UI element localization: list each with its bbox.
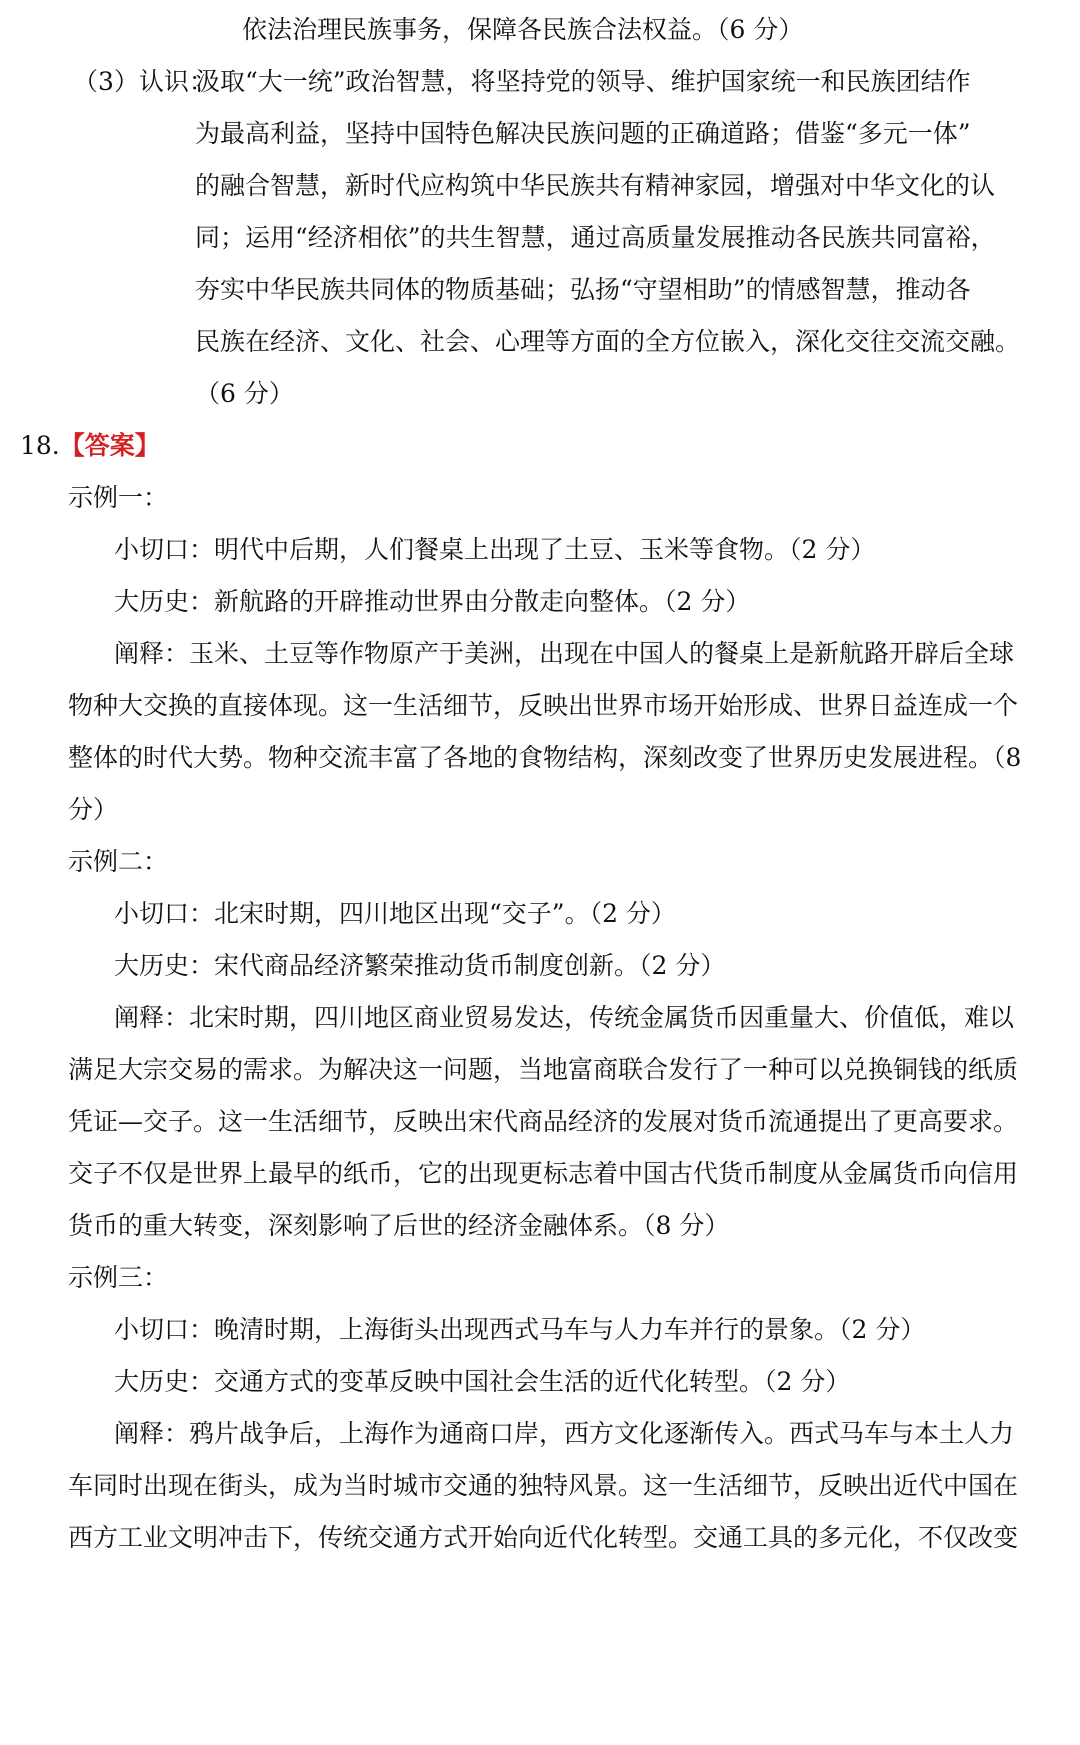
q17-part3-line: 为最高利益，坚持中国特色解决民族问题的正确道路；借鉴“多元一体” (195, 119, 971, 148)
example-explain-line: 物种大交换的直接体现。这一生活细节，反映出世界市场开始形成、世界日益连成一个 (68, 691, 1019, 720)
example-explain-line: 凭证—交子。这一生活细节，反映出宋代商品经济的发展对货币流通提出了更高要求。 (68, 1107, 1019, 1136)
example-explain-line: 阐释：鸦片战争后，上海作为通商口岸，西方文化逐渐传入。西式马车与本土人力 (114, 1419, 1015, 1448)
q17-part3-line: 的融合智慧，新时代应构筑中华民族共有精神家园，增强对中华文化的认 (195, 171, 996, 200)
example-explain-line: 阐释：北宋时期，四川地区商业贸易发达，传统金属货币因重量大、价值低，难以 (114, 1003, 1015, 1032)
example-explain-line: 西方工业文明冲击下，传统交通方式开始向近代化转型。交通工具的多元化，不仅改变 (68, 1523, 1019, 1552)
example-explain-line: 分） (68, 795, 119, 824)
example-explain-line: 货币的重大转变，深刻影响了后世的经济金融体系。（8 分） (68, 1211, 730, 1240)
example-title: 示例一： (68, 483, 169, 512)
example-explain-line: 阐释：玉米、土豆等作物原产于美洲，出现在中国人的餐桌上是新航路开辟后全球 (114, 639, 1015, 668)
example-history: 大历史：宋代商品经济繁荣推动货币制度创新。（2 分） (114, 951, 726, 980)
example-cut: 小切口：明代中后期，人们餐桌上出现了土豆、玉米等食物。（2 分） (114, 535, 876, 564)
q18-heading (20, 430, 160, 462)
example-explain-line: 整体的时代大势。物种交流丰富了各地的食物结构，深刻改变了世界历史发展进程。（8 (68, 743, 1022, 772)
question-number: 18. (20, 431, 60, 460)
example-title: 示例二： (68, 847, 169, 876)
q17-part3-line: 汲取“大一统”政治智慧，将坚持党的领导、维护国家统一和民族团结作 (195, 67, 971, 96)
q17-part3-line: 民族在经济、文化、社会、心理等方面的全方位嵌入，深化交往交流交融。 (195, 327, 1021, 356)
q17-part3-score: （6 分） (195, 379, 294, 408)
example-explain-line: 交子不仅是世界上最早的纸币，它的出现更标志着中国古代货币制度从金属货币向信用 (68, 1159, 1019, 1188)
example-title: 示例三： (68, 1263, 169, 1292)
q17-part3-label: （3）认识： (73, 67, 214, 96)
example-history: 大历史：新航路的开辟推动世界由分散走向整体。（2 分） (114, 587, 751, 616)
answer-label: 【答案】 (59, 431, 160, 460)
q17-part3-line: 夯实中华民族共同体的物质基础；弘扬“守望相助”的情感智慧，推动各 (195, 275, 971, 304)
q17-answer-tail: 依法治理民族事务，保障各民族合法权益。（6 分） (242, 15, 804, 44)
example-cut: 小切口：北宋时期，四川地区出现“交子”。（2 分） (114, 899, 676, 928)
example-explain-line: 满足大宗交易的需求。为解决这一问题，当地富商联合发行了一种可以兑换铜钱的纸质 (68, 1055, 1019, 1084)
example-explain-line: 车同时出现在街头，成为当时城市交通的独特风景。这一生活细节，反映出近代中国在 (68, 1471, 1019, 1500)
example-cut: 小切口：晚清时期，上海街头出现西式马车与人力车并行的景象。（2 分） (114, 1315, 926, 1344)
example-history: 大历史：交通方式的变革反映中国社会生活的近代化转型。（2 分） (114, 1367, 851, 1396)
q17-part3-line: 同；运用“经济相依”的共生智慧，通过高质量发展推动各民族共同富裕， (195, 223, 996, 252)
